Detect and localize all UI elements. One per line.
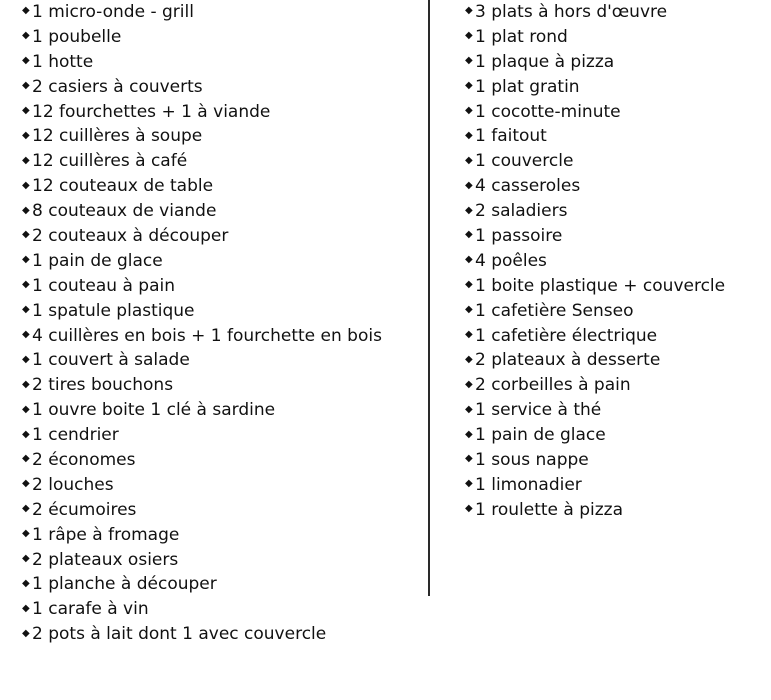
list-item-label: 2 corbeilles à pain (475, 375, 631, 396)
list-item (465, 373, 765, 398)
inventory-list-right (465, 0, 765, 523)
bullet-icon: ◆ (465, 453, 473, 465)
list-item-label: 4 poêles (475, 250, 547, 271)
list-item (22, 124, 422, 149)
bullet-icon: ◆ (465, 5, 473, 17)
list-item (465, 249, 765, 274)
list-item-label: 1 ouvre boite 1 clé à sardine (32, 400, 276, 421)
list-item-label: 2 plateaux osiers (32, 549, 179, 570)
list-item (465, 498, 765, 523)
bullet-icon: ◆ (22, 353, 30, 365)
bullet-icon: ◆ (22, 154, 30, 166)
list-item-label: 1 plat gratin (475, 76, 580, 97)
list-item (22, 523, 422, 548)
list-item (22, 498, 422, 523)
bullet-icon: ◆ (465, 329, 473, 341)
list-item (22, 75, 422, 100)
inventory-list-left (22, 0, 422, 647)
bullet-icon: ◆ (22, 179, 30, 191)
bullet-icon: ◆ (465, 30, 473, 42)
bullet-icon: ◆ (465, 105, 473, 116)
list-item-label: 1 sous nappe (475, 450, 589, 471)
list-item-label: 1 planche à découper (32, 574, 217, 595)
list-item (465, 324, 765, 349)
bullet-icon: ◆ (22, 478, 30, 490)
bullet-icon: ◆ (465, 304, 473, 316)
list-item-label: 1 cafetière Senseo (475, 300, 634, 321)
list-item-label: 2 saladiers (475, 201, 568, 222)
list-item-label: 1 pain de glace (475, 425, 606, 446)
list-item-label: 1 poubelle (32, 26, 122, 47)
bullet-icon: ◆ (22, 403, 30, 415)
list-item-label: 1 carafe à vin (32, 599, 149, 620)
bullet-icon: ◆ (465, 353, 473, 365)
list-item (22, 249, 422, 274)
list-item-label: 1 pain de glace (32, 250, 163, 271)
list-item-label: 1 plaque à pizza (475, 51, 615, 72)
bullet-icon: ◆ (22, 553, 30, 565)
list-item-label: 1 passoire (475, 226, 563, 247)
bullet-icon: ◆ (465, 154, 473, 166)
bullet-icon: ◆ (22, 453, 30, 465)
bullet-icon: ◆ (22, 304, 30, 316)
list-item (22, 100, 422, 125)
list-item (465, 100, 765, 125)
list-item (22, 174, 422, 199)
bullet-icon: ◆ (465, 204, 473, 216)
list-item-label: 2 couteaux à découper (32, 226, 229, 247)
list-item (22, 50, 422, 75)
list-item-label: 12 cuillères à soupe (32, 126, 203, 147)
list-item-label: 1 couteau à pain (32, 275, 175, 296)
list-item-label: 1 boite plastique + couvercle (475, 275, 726, 296)
bullet-icon: ◆ (22, 204, 30, 216)
bullet-icon: ◆ (22, 279, 30, 291)
bullet-icon: ◆ (22, 55, 30, 67)
bullet-icon: ◆ (465, 55, 473, 67)
bullet-icon: ◆ (465, 254, 473, 266)
list-item-label: 1 service à thé (475, 400, 602, 421)
list-item (465, 224, 765, 249)
list-item (465, 174, 765, 199)
list-item (22, 548, 422, 573)
list-item-label: 3 plats à hors d'œuvre (475, 2, 668, 22)
list-item-label: 1 cocotte-minute (475, 101, 621, 122)
list-item (465, 199, 765, 224)
list-item (22, 149, 422, 174)
list-item-label: 4 casseroles (475, 176, 581, 197)
list-item (465, 473, 765, 498)
list-item-label: 2 économes (32, 450, 136, 471)
bullet-icon: ◆ (22, 329, 30, 341)
bullet-icon: ◆ (22, 129, 30, 141)
list-item (465, 75, 765, 100)
bullet-icon: ◆ (22, 503, 30, 515)
bullet-icon: ◆ (465, 503, 473, 515)
list-item-label: 12 fourchettes + 1 à viande (32, 101, 271, 122)
bullet-icon: ◆ (22, 80, 30, 92)
bullet-icon: ◆ (465, 179, 473, 191)
list-item (465, 398, 765, 423)
list-item-label: 2 pots à lait dont 1 avec couvercle (32, 624, 327, 645)
bullet-icon: ◆ (465, 403, 473, 415)
list-item (22, 423, 422, 448)
list-item (465, 0, 765, 25)
bullet-icon: ◆ (465, 80, 473, 92)
list-item-label: 1 couvercle (475, 151, 574, 172)
list-item-label: 1 limonadier (475, 474, 582, 495)
bullet-icon: ◆ (22, 254, 30, 266)
list-item-label: 1 faitout (475, 126, 547, 147)
list-item (22, 597, 422, 622)
bullet-icon: ◆ (22, 602, 30, 614)
list-item (22, 448, 422, 473)
bullet-icon: ◆ (22, 229, 30, 241)
bullet-icon: ◆ (465, 129, 473, 141)
list-item-label: 2 tires bouchons (32, 375, 174, 396)
list-item (22, 0, 422, 25)
list-item (465, 299, 765, 324)
bullet-icon: ◆ (22, 5, 30, 17)
list-item-label: 1 râpe à fromage (32, 524, 180, 545)
list-item-label: 1 spatule plastique (32, 300, 195, 321)
list-item (465, 149, 765, 174)
list-item (22, 572, 422, 597)
list-item-label: 12 couteaux de table (32, 176, 214, 197)
list-item-label: 2 plateaux à desserte (475, 350, 661, 371)
bullet-icon: ◆ (465, 229, 473, 241)
list-item (22, 274, 422, 299)
bullet-icon: ◆ (465, 279, 473, 291)
list-item (465, 124, 765, 149)
list-item-label: 1 plat rond (475, 26, 568, 47)
bullet-icon: ◆ (22, 528, 30, 540)
list-item (465, 448, 765, 473)
list-item (22, 199, 422, 224)
list-item (22, 348, 422, 373)
list-item-label: 2 écumoires (32, 499, 137, 520)
list-item-label: 1 couvert à salade (32, 350, 190, 371)
list-item (22, 224, 422, 249)
list-item (22, 622, 422, 647)
bullet-icon: ◆ (22, 577, 30, 589)
list-item (22, 299, 422, 324)
list-item (22, 373, 422, 398)
list-item-label: 1 hotte (32, 51, 94, 72)
list-item (465, 274, 765, 299)
list-item-label: 1 cendrier (32, 425, 119, 446)
bullet-icon: ◆ (22, 378, 30, 390)
list-item (465, 25, 765, 50)
list-item (465, 348, 765, 373)
bullet-icon: ◆ (22, 627, 30, 639)
list-item-label: 1 micro-onde - grill (32, 2, 194, 22)
column-divider (428, 0, 430, 596)
bullet-icon: ◆ (465, 378, 473, 390)
list-item (22, 398, 422, 423)
list-item (22, 324, 422, 349)
bullet-icon: ◆ (22, 105, 30, 116)
list-item-label: 2 louches (32, 474, 114, 495)
list-item-label: 1 cafetière électrique (475, 325, 658, 346)
list-item (22, 473, 422, 498)
bullet-icon: ◆ (22, 428, 30, 440)
list-item-label: 2 casiers à couverts (32, 76, 203, 97)
list-item (22, 25, 422, 50)
list-item-label: 12 cuillères à café (32, 151, 188, 172)
list-item-label: 1 roulette à pizza (475, 499, 623, 520)
list-item-label: 4 cuillères en bois + 1 fourchette en bois (32, 325, 382, 346)
bullet-icon: ◆ (22, 30, 30, 42)
bullet-icon: ◆ (465, 428, 473, 440)
list-item (465, 423, 765, 448)
bullet-icon: ◆ (465, 478, 473, 490)
list-item (465, 50, 765, 75)
list-item-label: 8 couteaux de viande (32, 201, 217, 222)
